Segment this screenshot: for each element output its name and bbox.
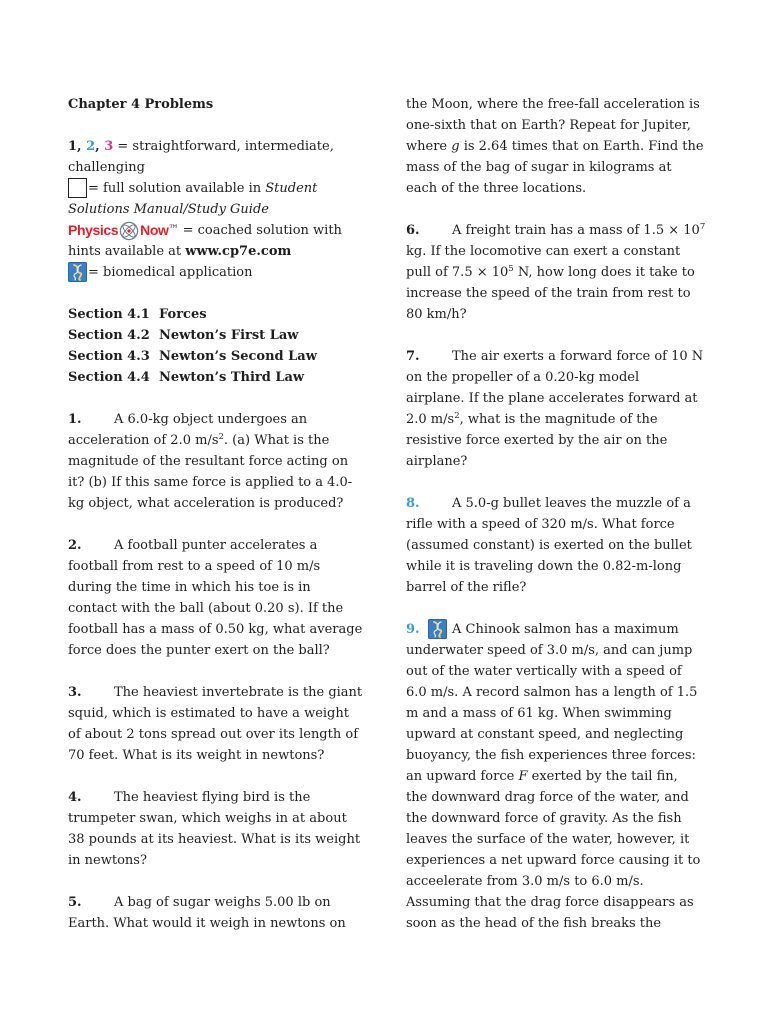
problem-number (406, 619, 452, 640)
text-run: rifle with a speed of 320 m/s. What force (406, 517, 675, 532)
text-run: contact with the ball (about 0.20 s). If the (68, 601, 344, 616)
text-line (68, 157, 388, 178)
text-run: (assumed constant) is exerted on the bullet (406, 538, 692, 553)
text-line (406, 430, 756, 451)
bold-text: www.cp7e.com (185, 244, 292, 259)
logo-word-physics: Physics (68, 222, 119, 238)
text-line (406, 535, 756, 556)
bold-text: 1 (68, 139, 78, 154)
text-run: experiences a net upward force causing it to (406, 853, 701, 868)
text-line (68, 430, 388, 451)
text-line (68, 850, 388, 871)
section-row (68, 367, 388, 388)
logo-word-now: Now (140, 222, 169, 238)
problem-1 (68, 409, 388, 514)
text-run: where (406, 139, 452, 154)
italic-text: Student (265, 181, 318, 196)
text-run: on the propeller of a 0.20-kg model (406, 370, 640, 385)
problem-number (68, 409, 114, 430)
text-line (68, 556, 388, 577)
text-run: acceelerate from 3.0 m/s to 6.0 m/s. (406, 874, 644, 889)
problem-number (406, 220, 452, 241)
text-line (406, 346, 756, 367)
text-line (406, 724, 756, 745)
text-run: A 5.0-g bullet leaves the muzzle of a (452, 496, 691, 511)
text-line (406, 262, 756, 283)
solution-box-icon (68, 178, 87, 199)
problem-number-label: 6. (406, 223, 420, 238)
text-line (406, 829, 756, 850)
text-line (68, 808, 388, 829)
solution-box-icon-graphic (68, 178, 87, 198)
text-run: challenging (68, 160, 145, 175)
chapter-title: Chapter 4 Problems (68, 97, 214, 112)
text-line (406, 871, 756, 892)
problem-number-label: 1. (68, 412, 82, 427)
text-line (68, 787, 388, 808)
biomedical-icon-graphic (428, 619, 447, 639)
text-run: The heaviest flying bird is the (114, 790, 311, 805)
problem-3 (68, 682, 388, 766)
atom-icon-graphic (119, 221, 139, 241)
text-run: airplane. If the plane accelerates forward at (406, 391, 698, 406)
text-line (406, 220, 756, 241)
text-line (68, 619, 388, 640)
problem-number-label: 4. (68, 790, 82, 805)
bold-text: , (77, 139, 87, 154)
superscript: 2 (218, 432, 224, 442)
text-line (406, 745, 756, 766)
text-line (406, 94, 756, 115)
section-number: Section 4.1 (68, 307, 150, 322)
text-line (406, 892, 756, 913)
text-line (406, 178, 756, 199)
text-run: = full solution available in (88, 181, 266, 196)
text-run: squid, which is estimated to have a weight (68, 706, 349, 721)
problems-left-list (68, 409, 388, 934)
text-run: football has a mass of 0.50 kg, what average (68, 622, 363, 637)
problem-number (68, 892, 114, 913)
text-run: the Moon, where the free-fall acceleration is (406, 97, 700, 112)
text-line (406, 850, 756, 871)
physics-now-logo (68, 220, 178, 241)
difficulty-legend (68, 136, 388, 283)
text-run: A bag of sugar weighs 5.00 lb on (114, 895, 331, 910)
problems-right-list (406, 94, 756, 934)
text-line (406, 115, 756, 136)
text-run: of about 2 tons spread out over its length of (68, 727, 358, 742)
section-row (68, 304, 388, 325)
text-run: while it is traveling down the 0.82-m-long (406, 559, 682, 574)
section-number: Section 4.3 (68, 349, 150, 364)
text-run: in newtons? (68, 853, 147, 868)
text-run: , what is the magnitude of the (459, 412, 658, 427)
section-title: Newton’s Third Law (159, 370, 305, 385)
text-run: barrel of the rifle? (406, 580, 527, 595)
text-run: A 6.0-kg object undergoes an (114, 412, 308, 427)
text-run: A freight train has a mass of 1.5 × 10 (452, 223, 700, 238)
text-line (68, 640, 388, 661)
text-line (406, 766, 756, 787)
text-run: kg object, what acceleration is produced? (68, 496, 344, 511)
biomedical-icon (428, 619, 447, 640)
problem-number (406, 346, 452, 367)
section-number: Section 4.4 (68, 370, 150, 385)
problem-number (68, 535, 114, 556)
text-run: leaves the surface of the water, however, it (406, 832, 690, 847)
text-line (68, 535, 388, 556)
problem-7 (406, 346, 756, 472)
text-line (68, 220, 388, 241)
text-line (68, 724, 388, 745)
text-run: one-sixth that on Earth? Repeat for Jupiter, (406, 118, 691, 133)
problem-8 (406, 493, 756, 598)
text-run: acceleration of 2.0 m/s (68, 433, 219, 448)
text-run: buoyancy, the fish experiences three forces: (406, 748, 696, 763)
text-run: resistive force exerted by the air on the (406, 433, 668, 448)
text-run: increase the speed of the train from rest to (406, 286, 691, 301)
text-run: force does the punter exert on the ball? (68, 643, 330, 658)
problem-number-label: 2. (68, 538, 82, 553)
text-run: the downward drag force of the water, and (406, 790, 689, 805)
problem-number (68, 787, 114, 808)
text-run: The air exerts a forward force of 10 N (452, 349, 704, 364)
text-line (406, 577, 756, 598)
superscript: 5 (508, 264, 514, 274)
text-line (406, 283, 756, 304)
superscript: 7 (699, 222, 706, 232)
problem-5 (68, 892, 388, 934)
text-run: upward at constant speed, and neglecting (406, 727, 684, 742)
text-line (68, 199, 388, 220)
text-run: 80 km/h? (406, 307, 467, 322)
text-line (406, 367, 756, 388)
text-line (68, 451, 388, 472)
bold-text: 3 (104, 139, 114, 154)
biomedical-icon (68, 262, 87, 283)
text-line (406, 388, 756, 409)
text-line (406, 409, 756, 430)
italic-text: g (451, 139, 460, 154)
text-line (68, 493, 388, 514)
problem-number-label: 7. (406, 349, 420, 364)
text-line (68, 577, 388, 598)
text-run: = biomedical application (88, 265, 253, 280)
text-line (68, 472, 388, 493)
text-run: 38 pounds at its heaviest. What is its weight (68, 832, 361, 847)
problem-4 (68, 787, 388, 871)
text-line (68, 682, 388, 703)
text-line (406, 808, 756, 829)
text-run: during the time in which his toe is in (68, 580, 311, 595)
text-run: an upward force (406, 769, 519, 784)
text-run: 2.0 m/s (406, 412, 455, 427)
text-line (68, 913, 388, 934)
text-line (68, 409, 388, 430)
text-run: airplane? (406, 454, 468, 469)
text-line (68, 241, 388, 262)
text-run: it? (b) If this same force is applied to a 4.0- (68, 475, 353, 490)
text-run: each of the three locations. (406, 181, 587, 196)
text-run: N, how long does it take to (513, 265, 695, 280)
section-row (68, 346, 388, 367)
text-line (406, 241, 756, 262)
problem-number-label: 3. (68, 685, 82, 700)
chapter-title-block (68, 94, 388, 115)
section-title: Newton’s First Law (159, 328, 299, 343)
text-run: the downward force of gravity. As the fish (406, 811, 682, 826)
problem-6 (406, 220, 756, 325)
text-line (406, 682, 756, 703)
text-run: mass of the bag of sugar in kilograms at (406, 160, 672, 175)
problem-number (68, 682, 114, 703)
text-run: hints available at (68, 244, 186, 259)
text-run: exerted by the tail fin, (527, 769, 678, 784)
bold-text: , (95, 139, 105, 154)
text-run: out of the water vertically with a speed of (406, 664, 682, 679)
right-column (406, 94, 756, 955)
text-line (406, 493, 756, 514)
text-line (406, 703, 756, 724)
left-column (68, 94, 388, 955)
problem-number-label: 9. (406, 622, 420, 637)
text-run: pull of 7.5 × 10 (406, 265, 509, 280)
text-line (68, 892, 388, 913)
text-run: trumpeter swan, which weighs in at about (68, 811, 347, 826)
text-run: The heaviest invertebrate is the giant (114, 685, 363, 700)
text-line (406, 157, 756, 178)
text-line (406, 787, 756, 808)
text-run: 6.0 m/s. A record salmon has a length of 1.5 (406, 685, 698, 700)
text-line (406, 619, 756, 640)
text-line (68, 136, 388, 157)
biomedical-icon-graphic (68, 262, 87, 282)
text-line (406, 556, 756, 577)
text-line (68, 703, 388, 724)
text-line (406, 640, 756, 661)
text-run: A Chinook salmon has a maximum (452, 622, 679, 637)
section-title: Newton’s Second Law (159, 349, 317, 364)
problem-9 (406, 619, 756, 934)
text-line (406, 304, 756, 325)
text-run: soon as the head of the fish breaks the (406, 916, 662, 931)
section-list (68, 304, 388, 388)
text-line (406, 661, 756, 682)
text-line (406, 913, 756, 934)
bold-text: 2 (86, 139, 96, 154)
italic-text: Solutions Manual/Study Guide (68, 202, 269, 217)
text-line (68, 829, 388, 850)
text-line (68, 178, 388, 199)
text-run: kg. If the locomotive can exert a constant (406, 244, 681, 259)
text-run: Assuming that the drag force disappears as (406, 895, 694, 910)
problem-number (406, 493, 452, 514)
text-line (68, 598, 388, 619)
text-run: football from rest to a speed of 10 m/s (68, 559, 321, 574)
text-line (406, 136, 756, 157)
text-run: 70 feet. What is its weight in newtons? (68, 748, 325, 763)
problem-continued (406, 94, 756, 199)
trademark-symbol: ™ (168, 224, 179, 235)
text-run: = straightforward, intermediate, (113, 139, 334, 154)
text-line (406, 514, 756, 535)
text-run: A football punter accelerates a (114, 538, 318, 553)
text-run: = coached solution with (178, 223, 342, 238)
text-line (68, 262, 388, 283)
text-run: . (a) What is the (223, 433, 330, 448)
section-row (68, 325, 388, 346)
italic-text: F (518, 769, 528, 784)
superscript: 2 (454, 411, 460, 421)
section-number: Section 4.2 (68, 328, 150, 343)
text-line (406, 451, 756, 472)
text-run: is 2.64 times that on Earth. Find the (459, 139, 704, 154)
text-run: m and a mass of 61 kg. When swimming (406, 706, 672, 721)
atom-icon (119, 220, 139, 241)
problem-2 (68, 535, 388, 661)
section-title: Forces (159, 307, 207, 322)
problem-number-label: 5. (68, 895, 82, 910)
text-line (68, 745, 388, 766)
problem-number-label: 8. (406, 496, 420, 511)
text-run: magnitude of the resultant force acting on (68, 454, 349, 469)
text-run: underwater speed of 3.0 m/s, and can jump (406, 643, 693, 658)
text-run: Earth. What would it weigh in newtons on (68, 916, 346, 931)
